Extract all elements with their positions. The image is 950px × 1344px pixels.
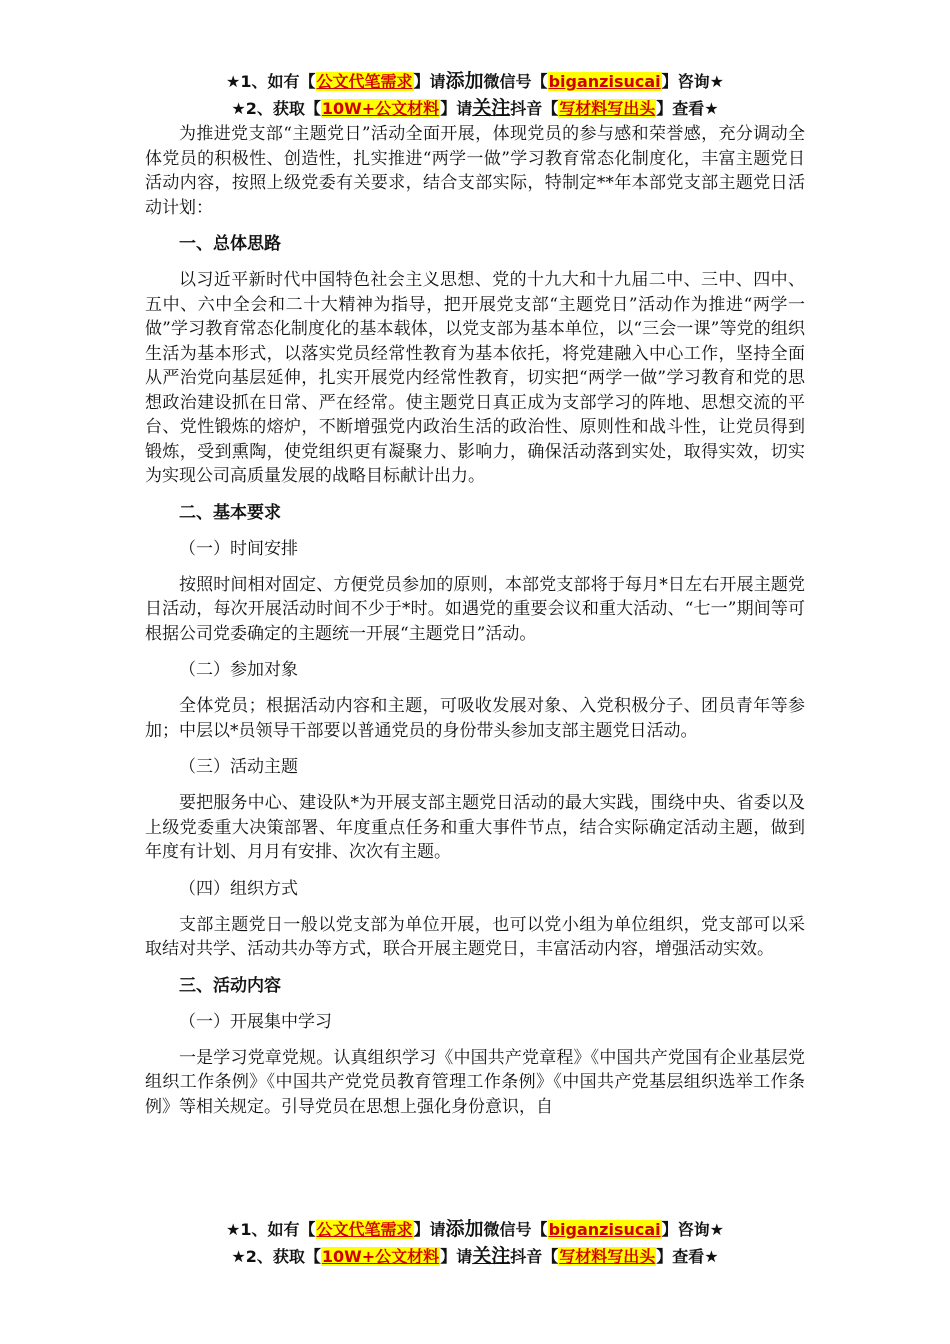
subsection-heading: （三）活动主题 <box>179 757 298 777</box>
highlight-text: biganzisucai <box>548 1220 661 1239</box>
banner-line-2: ★2、获取【10W+公文材料】请关注抖音【写材料写出头】查看★ <box>231 1245 719 1267</box>
paragraph: 支部主题党日一般以党支部为单位开展，也可以党小组为单位组织，党支部可以采取结对共学、活动共办等方式，联合开展主题党日，丰富活动内容，增强活动实效。 <box>145 914 805 959</box>
subsection-heading: （二）参加对象 <box>179 660 298 680</box>
section-heading: 三、活动内容 <box>179 975 281 996</box>
top-banner <box>0 68 950 122</box>
paragraph: 按照时间相对固定、方便党员参加的原则，本部党支部将于每月*日左右开展主题党日活动，每次开展活动时间不少于*时。如遇党的重要会议和重大活动、“七一”期间等可根据公司党委确定的主题统一开展“主题党日”活动。 <box>145 574 805 644</box>
highlight-text: 公文代笔需求 <box>316 72 413 91</box>
banner-line-1: ★1、如有【公文代笔需求】请添加微信号【biganzisucai】咨询★ <box>226 1218 724 1240</box>
highlight-text: 写材料写出头 <box>559 99 656 118</box>
paragraph: 以习近平新时代中国特色社会主义思想、党的十九大和十九届二中、三中、四中、五中、六中全会和二十大精神为指导，把开展党支部“主题党日”活动作为推进“两学一做”学习教育常态化制度化的基本载体，以党支部为基本单位，以“三会一课”等党的组织生活为基本形式，以落实党员经常性教育为基本依托，将党建融入中心工作，坚持全面从严治党向基层延伸，扎实开展党内经常性教育，切实把“两学一做”学习教育和党的思想政治建设抓在日常、严在经常。使主题党日真正成为支部学习的阵地、思想交流的平台、党性锻炼的熔炉，不断增强党内政治生活的政治性、原则性和战斗性，让党员得到锻炼，受到熏陶，使党组织更有凝聚力、影响力，确保活动落到实处，取得实效，切实为实现公司高质量发展的战略目标献计出力。 <box>145 270 805 486</box>
document-body <box>145 122 805 1119</box>
highlight-text: biganzisucai <box>548 72 661 91</box>
highlight-text: 公文代笔需求 <box>316 1220 413 1239</box>
highlight-text: 10W+公文材料 <box>321 1247 440 1266</box>
paragraph: 要把服务中心、建设队*为开展支部主题党日活动的最大实践，围绕中央、省委以及上级党委重大决策部署、年度重点任务和重大事件节点，结合实际确定活动主题，做到年度有计划、月月有安排、次次有主题。 <box>145 793 805 862</box>
highlight-text: 10W+公文材料 <box>321 99 440 118</box>
banner-line-2: ★2、获取【10W+公文材料】请关注抖音【写材料写出头】查看★ <box>231 97 719 119</box>
banner-line-1: ★1、如有【公文代笔需求】请添加微信号【biganzisucai】咨询★ <box>226 70 724 92</box>
bottom-banner <box>0 1216 950 1270</box>
highlight-text: 写材料写出头 <box>559 1247 656 1266</box>
subsection-heading: （四）组织方式 <box>179 878 298 899</box>
paragraph: 一是学习党章党规。认真组织学习《中国共产党章程》《中国共产党国有企业基层党组织工作条例》《中国共产党党员教育管理工作条例》《中国共产党基层组织选举工作条例》等相关规定。引导党员在思想上强化身份意识，自 <box>145 1047 805 1117</box>
subsection-heading: （一）开展集中学习 <box>179 1011 332 1032</box>
section-heading: 二、基本要求 <box>179 502 281 523</box>
subsection-heading: （一）时间安排 <box>179 538 298 559</box>
intro-paragraph: 为推进党支部“主题党日”活动全面开展，体现党员的参与感和荣誉感，充分调动全体党员的积极性、创造性，扎实推进“两学一做”学习教育常态化制度化，丰富主题党日活动内容，按照上级党委有关要求，结合支部实际，特制定**年本部党支部主题党日活动计划： <box>145 124 805 218</box>
section-heading: 一、总体思路 <box>179 234 281 254</box>
paragraph: 全体党员；根据活动内容和主题，可吸收发展对象、入党积极分子、团员青年等参加；中层以*员领导干部要以普通党员的身份带头参加支部主题党日活动。 <box>145 696 805 741</box>
